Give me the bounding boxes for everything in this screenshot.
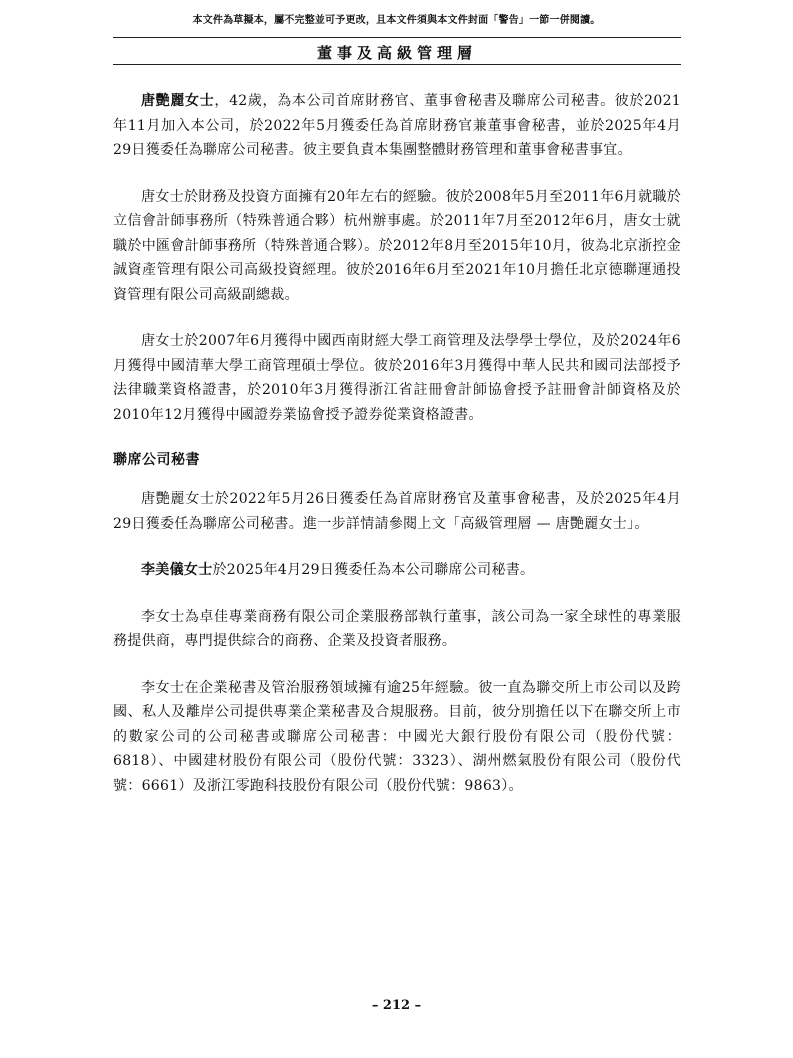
paragraph-tang-experience: 唐女士於財務及投資方面擁有20年左右的經驗。彼於2008年5月至2011年6月就職於立信會計師事務所（特殊普通合夥）杭州辦事處。於2011年7月至2012年6月，唐女士就職於中匯會計師事務所（特殊普通合夥）。於2012年8月至2015年10月，彼為北京浙控金誠資產管理有限公司高級投資經理。彼於2016年6月至2021年10月擔任北京德聯運通投資管理有限公司高級副總裁。 [113,188,681,303]
header-rule-bottom [113,64,681,65]
person-name-li: 李美儀女士 [141,562,213,578]
heading-joint-company-secretary: 聯席公司秘書 [113,452,200,468]
paragraph-li-role: 李女士為卓佳專業商務有限公司企業服務部執行董事，該公司為一家全球性的專業服務提供商，專門提供綜合的商務、企業及投資者服務。 [113,608,681,649]
paragraph-li-intro [113,558,681,583]
paragraph-li-experience: 李女士在企業秘書及管治服務領域擁有逾25年經驗。彼一直為聯交所上市公司以及跨國、私人及離岸公司提供專業企業秘書及合規服務。目前，彼分別擔任以下在聯交所上市的數家公司的公司秘書或聯席公司秘書：中國光大銀行股份有限公司（股份代號：6818）、中國建材股份有限公司（股份代號：3323）、湖州燃氣股份有限公司（股份代號：6661）及浙江零跑科技股份有限公司（股份代號：9863）。 [113,679,681,794]
paragraph-tang-appointment: 唐艷麗女士於2022年5月26日獲委任為首席財務官及董事會秘書，及於2025年4月29日獲委任為聯席公司秘書。進一步詳情請參閱上文「高級管理層 — 唐艷麗女士」。 [113,491,681,532]
paragraph-tang-education: 唐女士於2007年6月獲得中國西南財經大學工商管理及法學學士學位，及於2024年6月獲得中國清華大學工商管理碩士學位。彼於2016年3月獲得中華人民共和國司法部授予法律職業資格證書，於2010年3月獲得浙江省註冊會計師協會授予註冊會計師資格及於2010年12月獲得中國證券業協會授予證券從業資格證書。 [113,333,681,423]
header-rule-top [113,37,681,38]
paragraph-text: ，42歲，為本公司首席財務官、董事會秘書及聯席公司秘書。彼於2021年11月加入本公司，於2022年5月獲委任為首席財務官兼董事會秘書，並於2025年4月29日獲委任為聯席公司秘書。彼主要負責本集團整體財務管理和董事會秘書事宜。 [113,93,681,158]
draft-notice: 本文件為草擬本，屬不完整並可予更改，且本文件須與本文件封面「警告」一節一併閱讀。 [192,15,601,26]
paragraph-text: 於2025年4月29日獲委任為本公司聯席公司秘書。 [212,562,535,578]
page-number: – 212 – [371,998,422,1013]
section-title: 董事及高級管理層 [316,44,477,62]
person-name-tang: 唐艷麗女士 [141,93,215,109]
paragraph-tang-intro [113,89,681,163]
main-content [113,89,681,820]
